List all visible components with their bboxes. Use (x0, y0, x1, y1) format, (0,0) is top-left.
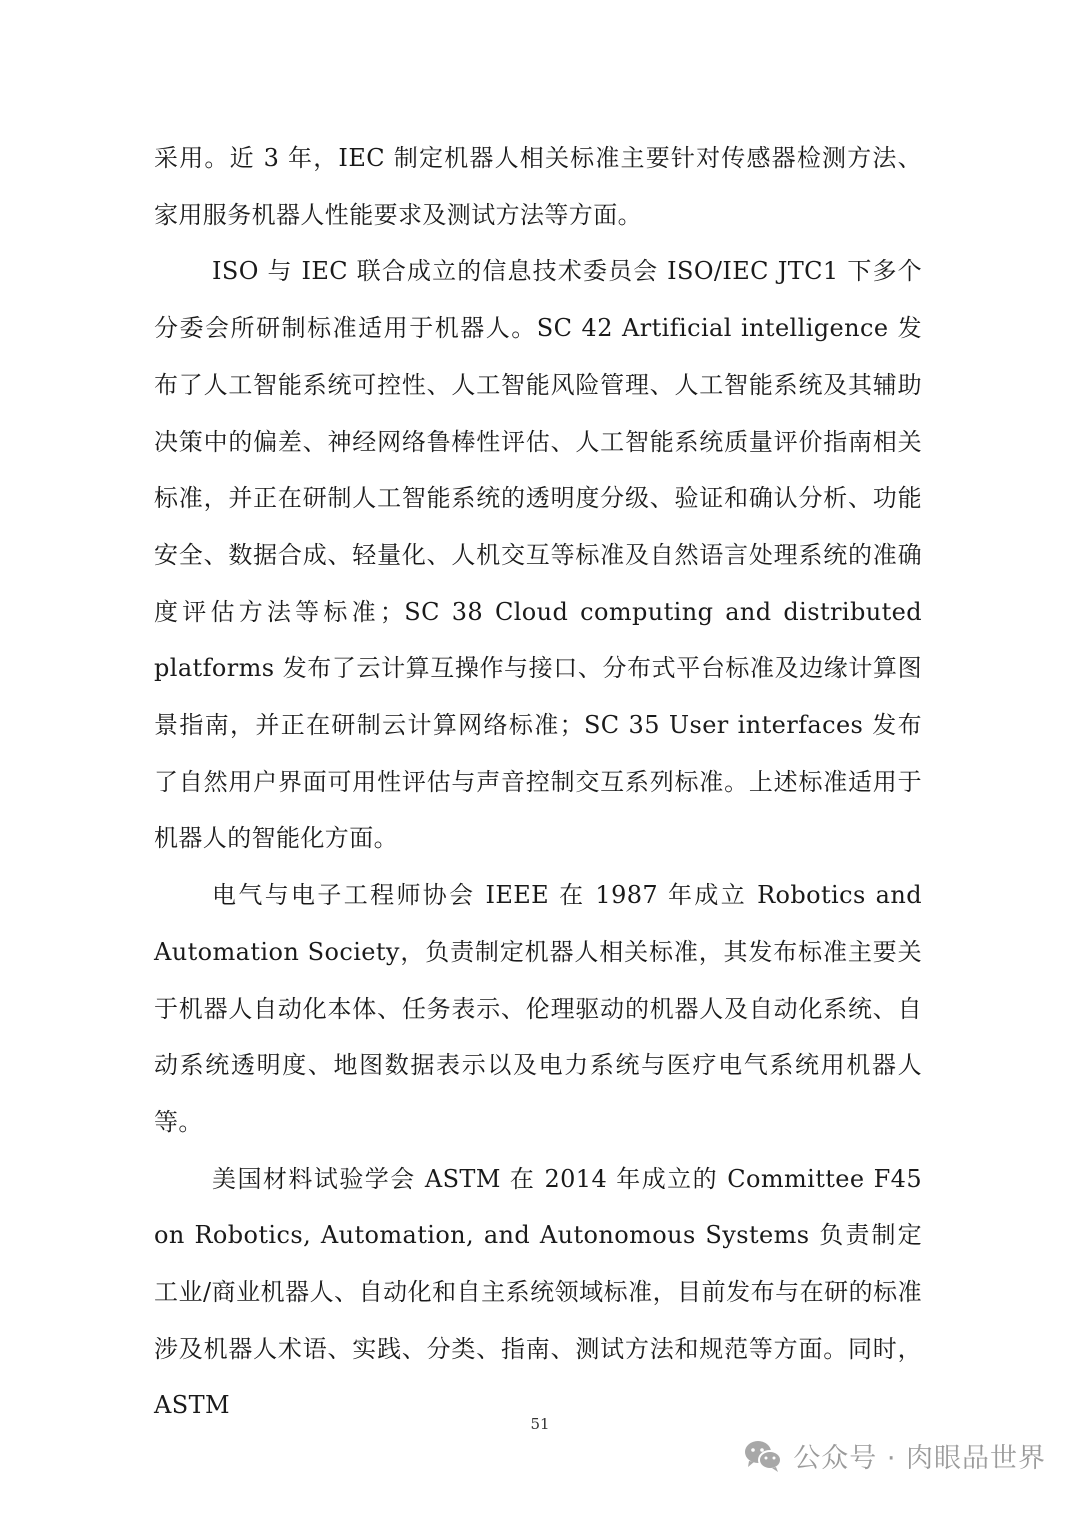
paragraph-2: ISO 与 IEC 联合成立的信息技术委员会 ISO/IEC JTC1 下多个分委会所研制标准适用于机器人。SC 42 Artificial intelligence 发布了人工智能系统可控性、人工智能风险管理、人工智能系统及其辅助决策中的偏差、神经网络鲁棒性评估、人工智能系统质量评价指南相关标准，并正在研制人工智能系统的透明度分级、验证和确认分析、功能安全、数据合成、轻量化、人机交互等标准及自然语言处理系统的准确度评估方法等标准；SC 38 Cloud computing and distributed platforms 发布了云计算互操作与接口、分布式平台标准及边缘计算图景指南，并正在研制云计算网络标准；SC 35 User interfaces 发布了自然用户界面可用性评估与声音控制交互系列标准。上述标准适用于机器人的智能化方面。 (154, 257, 922, 853)
watermark (743, 1436, 1046, 1475)
watermark-text: 公众号 · 肉眼品世界 (793, 1443, 1046, 1474)
wechat-icon (743, 1439, 783, 1473)
page-number: 51 (530, 1415, 550, 1433)
document-body (154, 130, 922, 1434)
paragraph-3: 电气与电子工程师协会 IEEE 在 1987 年成立 Robotics and Automation Society，负责制定机器人相关标准，其发布标准主要关于机器人自动化本体、任务表示、伦理驱动的机器人及自动化系统、自动系统透明度、地图数据表示以及电力系统与医疗电气系统用机器人等。 (154, 881, 922, 1136)
paragraph-4: 美国材料试验学会 ASTM 在 2014 年成立的 Committee F45 on Robotics, Automation, and Autonomous Systems 负责制定工业/商业机器人、自动化和自主系统领域标准，目前发布与在研的标准涉及机器人术语、实践、分类、指南、测试方法和规范等方面。同时，ASTM (154, 1164, 922, 1420)
paragraph-1: 采用。近 3 年，IEC 制定机器人相关标准主要针对传感器检测方法、家用服务机器人性能要求及测试方法等方面。 (154, 144, 922, 229)
